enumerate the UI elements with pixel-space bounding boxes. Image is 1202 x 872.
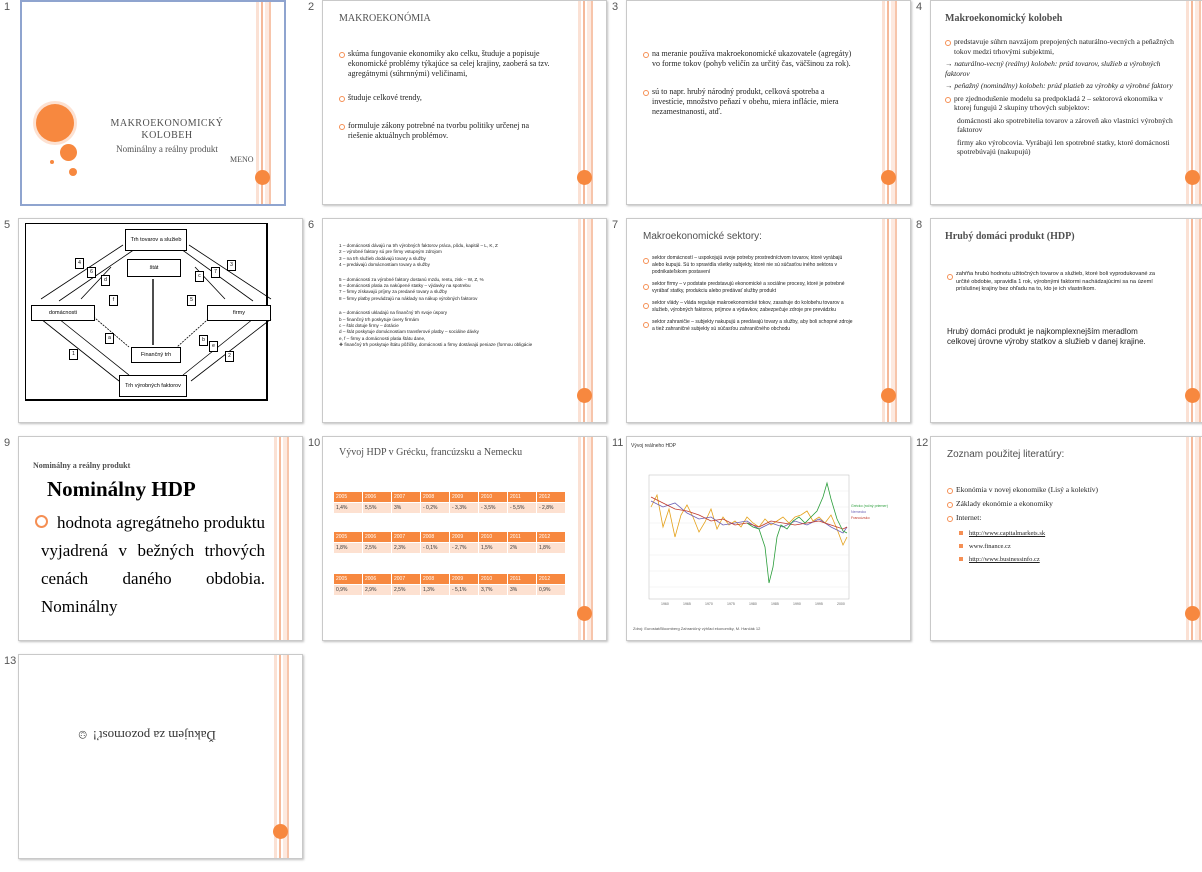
svg-text:1995: 1995 xyxy=(815,602,823,606)
text-line: 8 – firmy platby prevádzajú na náklady na nákup výrobných faktorov xyxy=(339,295,478,301)
node-state: štát xyxy=(127,259,181,277)
slide-title: Zoznam použitej literatúry: xyxy=(947,449,1065,460)
slide-3[interactable] xyxy=(626,0,911,205)
flow-tag: c xyxy=(195,271,204,282)
slide-number: 10 xyxy=(308,437,321,449)
value-cell: 1,5% xyxy=(479,543,508,554)
body-text xyxy=(41,509,265,621)
text-line: a – domácnosti ukladajú na finančný trh svoje úspory xyxy=(339,310,448,316)
slide-thumb-1[interactable] xyxy=(0,0,304,218)
bullet: skúma fungovanie ekonomiky ako celku, študuje a popisuje ekonomické problémy týkajúce sa celej krajiny, zaoberá sa tzv. agregátnymi (súhrnnými) veličinami, xyxy=(339,49,553,79)
square-bullet-icon xyxy=(959,531,963,535)
text-line: 1 – domácnosti dávajú na trh výrobných faktorov práca, pôdu, kapitál – L, K, Z xyxy=(339,243,498,248)
square-bullet-icon xyxy=(959,557,963,561)
bibliography-item: Základy ekonómie a ekonomiky xyxy=(947,499,1157,509)
svg-text:1990: 1990 xyxy=(793,602,801,606)
svg-text:1970: 1970 xyxy=(705,602,713,606)
link-item[interactable] xyxy=(947,527,1157,540)
value-cell: 2,3% xyxy=(392,543,421,554)
text-line: ❖ finančný trh poskytuje štátu pôžičky, domácnosti a firmy dostávajú peniaze (formou obligácie xyxy=(339,342,533,348)
chart-title: Vývoj reálneho HDP xyxy=(631,443,677,449)
text-line: 2 – výrobné faktory sú pre firmy vstupným zdrojom xyxy=(339,249,442,255)
value-cell: 3% xyxy=(392,503,421,514)
link-text: www.finance.cz xyxy=(969,543,1011,550)
bullet: študuje celkové trendy, xyxy=(339,93,553,103)
decor-circle-small xyxy=(69,168,77,176)
line: → peňažný (nominálny) kolobeh: prúd platieb za výrobky a výrobné faktory xyxy=(945,81,1173,90)
slide-thumb-6[interactable] xyxy=(304,218,608,436)
node-firms: firmy xyxy=(207,305,271,321)
text-line: 4 – predávajú domácnostiam tovary a služby xyxy=(339,262,430,268)
bullet: sektor domácností – uspokojujú svoje potreby prostredníctvom tovarov, ktoré vyrábajú alebo kupujú. Sú to spravidla všetky subjekty, ktoré nie sú súčasťou iného sektora v podnikateľskom postavení xyxy=(643,255,855,276)
year-cell: 2009 xyxy=(450,532,479,543)
slide-thumb-2[interactable] xyxy=(304,0,608,218)
legend-text xyxy=(339,243,532,349)
year-cell: 2005 xyxy=(334,574,363,585)
table-header-row xyxy=(334,532,566,543)
year-cell: 2007 xyxy=(392,574,421,585)
year-cell: 2010 xyxy=(479,574,508,585)
flow-tag: 5 xyxy=(187,295,196,306)
svg-text:1985: 1985 xyxy=(771,602,779,606)
text-line: d – štát poskytuje domácnostiam transferové platby – sociálne dávky xyxy=(339,329,479,335)
slide-number: 3 xyxy=(612,1,619,13)
slide-7[interactable] xyxy=(626,218,911,423)
text-line: c – štát dotuje firmy – dotácie xyxy=(339,323,399,329)
bullet-list xyxy=(643,255,855,333)
slide-number: 4 xyxy=(916,1,923,13)
flow-tag: b xyxy=(199,335,208,346)
flow-tag: 2 xyxy=(225,351,234,362)
value-cell: 3% xyxy=(508,585,537,596)
slide-thumb-5[interactable] xyxy=(0,218,304,436)
slide-8[interactable] xyxy=(930,218,1202,423)
thank-you-text: Ďakujem za pozornosť! ☺ xyxy=(76,728,216,743)
table-row xyxy=(334,585,566,596)
year-cell: 2006 xyxy=(363,492,392,503)
chart-source: Zdroj: Eurostat/Bloomberg Zahraničný výhľad ekonomiky, M. Hančák 12 xyxy=(633,626,761,631)
link-text: http://www.businessinfo.cz xyxy=(969,556,1040,563)
value-cell: 1,4% xyxy=(334,503,363,514)
slide-title: Makroekonomický kolobeh xyxy=(945,13,1063,24)
decor-dot xyxy=(577,388,592,403)
value-cell: - 0,2% xyxy=(421,503,450,514)
bullet: na meranie používa makroekonomické ukazovatele (agregáty) vo forme tokov (pohyb veličín za určitý čas, väčšinou za rok). xyxy=(643,49,859,69)
text-line: 7 – firmy získavajú príjmy za predané tovary a služby xyxy=(339,289,447,295)
link-text: http://www.capitalmarkets.sk xyxy=(969,530,1046,537)
table-header-row xyxy=(334,574,566,585)
slide-title: Nominálny HDP xyxy=(47,477,196,501)
bullet-list xyxy=(339,49,553,141)
slide-12[interactable] xyxy=(930,436,1202,641)
svg-text:1960: 1960 xyxy=(661,602,669,606)
slide-9[interactable] xyxy=(18,436,303,641)
decor-dot xyxy=(255,170,270,185)
year-cell: 2011 xyxy=(508,532,537,543)
bullet-marker xyxy=(35,515,48,528)
value-cell: 2,9% xyxy=(363,585,392,596)
slide-thumb-10[interactable] xyxy=(304,436,608,654)
text-line: 6 – domácnosti platia za nakúpené statky – výdavky na spotrebu xyxy=(339,283,471,289)
line: domácnosti ako spotrebitelia tovarov a zároveň ako vlastníci výrobných faktorov xyxy=(957,115,1173,134)
bullet: formuluje zákony potrebné na tvorbu politiky určenej na riešenie aktuálnych problémov. xyxy=(339,121,553,141)
slide-6[interactable] xyxy=(322,218,607,423)
bullet: sektor zahraničie – subjekty nakupujú a predávajú tovary a služby, aby boli schopné zdroje a tiež zahraničné subjekty sú súčasťou zahraničného obchodu xyxy=(643,319,855,333)
slide-thumb-8[interactable] xyxy=(912,218,1202,436)
node-financial-market: Finančný trh xyxy=(131,347,181,363)
slide-title: Makroekonomické sektory: xyxy=(643,231,762,242)
line: → naturálno-vecný (reálny) kolobeh: prúd tovarov, služieb a výrobných faktorov xyxy=(945,59,1161,78)
link-item[interactable] xyxy=(947,553,1157,566)
year-cell: 2008 xyxy=(421,492,450,503)
decor-dot xyxy=(1185,388,1200,403)
flow-tag: 7 xyxy=(211,267,220,278)
value-cell: - 3,3% xyxy=(450,503,479,514)
slide-thumb-13[interactable] xyxy=(0,654,304,872)
flow-tag: 6 xyxy=(87,267,96,278)
bibliography-list xyxy=(947,485,1157,566)
slide-thumb-7[interactable] xyxy=(608,218,912,436)
value-cell: - 5,1% xyxy=(450,585,479,596)
svg-text:1975: 1975 xyxy=(727,602,735,606)
slide-thumb-11[interactable] xyxy=(608,436,912,654)
year-cell: 2010 xyxy=(479,492,508,503)
flow-tag: 3 xyxy=(227,260,236,271)
value-cell: 0,9% xyxy=(537,585,566,596)
slide-5[interactable] xyxy=(18,218,303,423)
year-cell: 2012 xyxy=(537,532,566,543)
svg-text:1965: 1965 xyxy=(683,602,691,606)
slide-number: 11 xyxy=(612,437,624,449)
decor-dot xyxy=(1185,170,1200,185)
node-factor-market: Trh výrobných faktorov xyxy=(119,375,187,397)
slide-4[interactable] xyxy=(930,0,1202,205)
year-cell: 2008 xyxy=(421,574,450,585)
slide-subtitle: Nominálny a reálny produkt xyxy=(116,144,218,154)
body-text-content: hodnota agregátneho produktu vyjadrená v bežných trhových cenách daného obdobia. Nominálny xyxy=(41,513,265,616)
gdp-line-chart xyxy=(627,437,910,640)
value-cell: 2% xyxy=(508,543,537,554)
bullet-list xyxy=(643,49,859,117)
legend-item: Grécko (ročný priemer) xyxy=(851,504,888,508)
author-name: MENO xyxy=(230,155,254,164)
decor-circle-mid xyxy=(60,144,77,161)
year-cell: 2009 xyxy=(450,574,479,585)
value-cell: - 2,8% xyxy=(537,503,566,514)
content xyxy=(945,37,1177,157)
bibliography-item: Ekonómia v novej ekonomike (Lisý a kolektív) xyxy=(947,485,1157,495)
text-line xyxy=(339,302,532,310)
value-cell: - 3,5% xyxy=(479,503,508,514)
year-cell: 2011 xyxy=(508,492,537,503)
slide-number: 2 xyxy=(308,1,315,13)
table-row xyxy=(334,543,566,554)
year-cell: 2006 xyxy=(363,532,392,543)
flow-tag: e xyxy=(209,341,218,352)
text-line: b – finančný trh poskytuje úvery firmám xyxy=(339,316,419,322)
year-cell: 2008 xyxy=(421,532,450,543)
flow-tag: 4 xyxy=(75,258,84,269)
gdp-table-germany xyxy=(333,573,566,596)
year-cell: 2011 xyxy=(508,574,537,585)
square-bullet-icon xyxy=(959,544,963,548)
text-line: e, f – firmy a domácnosti platia štátu dane, xyxy=(339,335,426,341)
value-cell: - 5,5% xyxy=(508,503,537,514)
year-cell: 2010 xyxy=(479,532,508,543)
value-cell: - 2,7% xyxy=(450,543,479,554)
year-cell: 2009 xyxy=(450,492,479,503)
link-item[interactable] xyxy=(947,540,1157,553)
slide-heading: Nominálny a reálny produkt xyxy=(33,461,131,470)
flow-tag: d xyxy=(101,275,110,286)
node-households: domácnosti xyxy=(31,305,95,321)
slide-1[interactable] xyxy=(20,0,286,206)
year-cell: 2012 xyxy=(537,574,566,585)
legend-item: Nemecko xyxy=(851,510,867,514)
slide-number: 7 xyxy=(612,219,619,231)
slide-thumb-12[interactable] xyxy=(912,436,1202,654)
slide-title: MAKROEKONÓMIA xyxy=(339,13,431,24)
gdp-table-greece xyxy=(333,491,566,514)
gdp-table-france xyxy=(333,531,566,554)
bullet: sektor firmy – v podstate predstavujú ekonomické a sociálne procesy, ktoré je potrebné vyrábať statky, produkciu alebo predávať služby produkt xyxy=(643,281,855,295)
svg-text:2000: 2000 xyxy=(837,602,845,606)
year-cell: 2007 xyxy=(392,492,421,503)
decor-circle-tiny xyxy=(50,160,54,164)
year-cell: 2007 xyxy=(392,532,421,543)
value-cell: - 0,1% xyxy=(421,543,450,554)
decor-dot xyxy=(881,170,896,185)
table-header-row xyxy=(334,492,566,503)
text-line: 5 – domácnosti za výrobné faktory dostanú mzdu, rentu, zisk – W, Z, % xyxy=(339,276,484,282)
value-cell: 3,7% xyxy=(479,585,508,596)
value-cell: 1,3% xyxy=(421,585,450,596)
bullet: predstavuje súhrn navzájom prepojených naturálno-vecných a peňažných tokov medzi trhovými subjektmi, xyxy=(945,37,1177,56)
svg-text:1980: 1980 xyxy=(749,602,757,606)
year-cell: 2005 xyxy=(334,492,363,503)
slide-number: 12 xyxy=(916,437,929,449)
flow-tag: a xyxy=(105,333,114,344)
year-cell: 2005 xyxy=(334,532,363,543)
decor-dot xyxy=(881,388,896,403)
bullet: zahŕňa hrubú hodnotu užitočných tovarov a služieb, ktoré boli vyprodukované za určité obdobie, spravidla 1 rok, výrobnými faktormi nachádzajúcimi sa na území príslušnej krajiny bez ohľadu na to, kto je ich vlastníkom. xyxy=(947,271,1164,294)
slide-10[interactable] xyxy=(322,436,607,641)
slide-number: 8 xyxy=(916,219,923,231)
legend-item: Francúzsko xyxy=(851,516,870,520)
paragraph: Hrubý domáci produkt je najkomplexnejším meradlom celkovej úrovne výroby statkov a služieb v danej krajine. xyxy=(947,327,1146,346)
decor-dot xyxy=(1185,606,1200,621)
value-cell: 1,8% xyxy=(537,543,566,554)
value-cell: 5,5% xyxy=(363,503,392,514)
line: firmy ako výrobcovia. Vyrábajú len spotrebné statky, ktoré domácnosti spotrebúvajú (nakupujú) xyxy=(957,137,1170,156)
slide-title: Vývoj HDP v Grécku, francúzsku a Nemecku xyxy=(339,447,523,458)
bullet: pre zjednodušenie modelu sa predpokladá 2 – sektorová ekonomika v ktorej fungujú 2 skupiny trhových subjektov: xyxy=(945,94,1177,113)
bullet: sú to napr. hrubý národný produkt, celková spotreba a investície, množstvo peňazí v obehu, miera inflácie, miera nezamestnanosti, atď. xyxy=(643,87,859,117)
slide-11[interactable] xyxy=(626,436,911,641)
text-line xyxy=(339,269,532,277)
slide-13[interactable] xyxy=(18,654,303,859)
slide-title: MAKROEKONOMICKÝ KOLOBEH xyxy=(110,118,224,141)
year-cell: 2012 xyxy=(537,492,566,503)
decor-circle-large xyxy=(36,104,74,142)
bullet: sektor vlády – vláda reguluje makroekonomické tokov, zasahuje do kolobehu tovarov a služieb, výrobných faktorov, príjmov a výdavkov, zabezpečuje zdroje pre prevádzku xyxy=(643,300,855,314)
year-cell: 2006 xyxy=(363,574,392,585)
decor-dot xyxy=(577,170,592,185)
table-row xyxy=(334,503,566,514)
chart-legend xyxy=(851,503,888,521)
slide-thumb-3[interactable] xyxy=(608,0,912,218)
slide-thumb-4[interactable] xyxy=(912,0,1202,218)
slide-number: 1 xyxy=(4,1,11,13)
decor-stripes xyxy=(274,437,294,640)
value-cell: 1,8% xyxy=(334,543,363,554)
decor-dot xyxy=(273,824,288,839)
series-line xyxy=(747,483,847,583)
text-line: 3 – na trh služieb dodávajú tovary a služby xyxy=(339,255,426,261)
slide-number: 13 xyxy=(4,655,17,667)
flow-tag: 1 xyxy=(69,349,78,360)
value-cell: 2,5% xyxy=(363,543,392,554)
decor-dot xyxy=(577,606,592,621)
node-goods-market: Trh tovarov a služieb xyxy=(125,229,187,251)
slide-title: Hrubý domáci produkt (HDP) xyxy=(945,231,1075,242)
value-cell: 0,9% xyxy=(334,585,363,596)
slide-2[interactable] xyxy=(322,0,607,205)
slide-number: 6 xyxy=(308,219,315,231)
slide-thumb-9[interactable] xyxy=(0,436,304,654)
slide-number: 5 xyxy=(4,219,11,231)
value-cell: 2,5% xyxy=(392,585,421,596)
flow-tag: f xyxy=(109,295,118,306)
slide-number: 9 xyxy=(4,437,11,449)
bibliography-item: Internet: xyxy=(947,513,1157,523)
